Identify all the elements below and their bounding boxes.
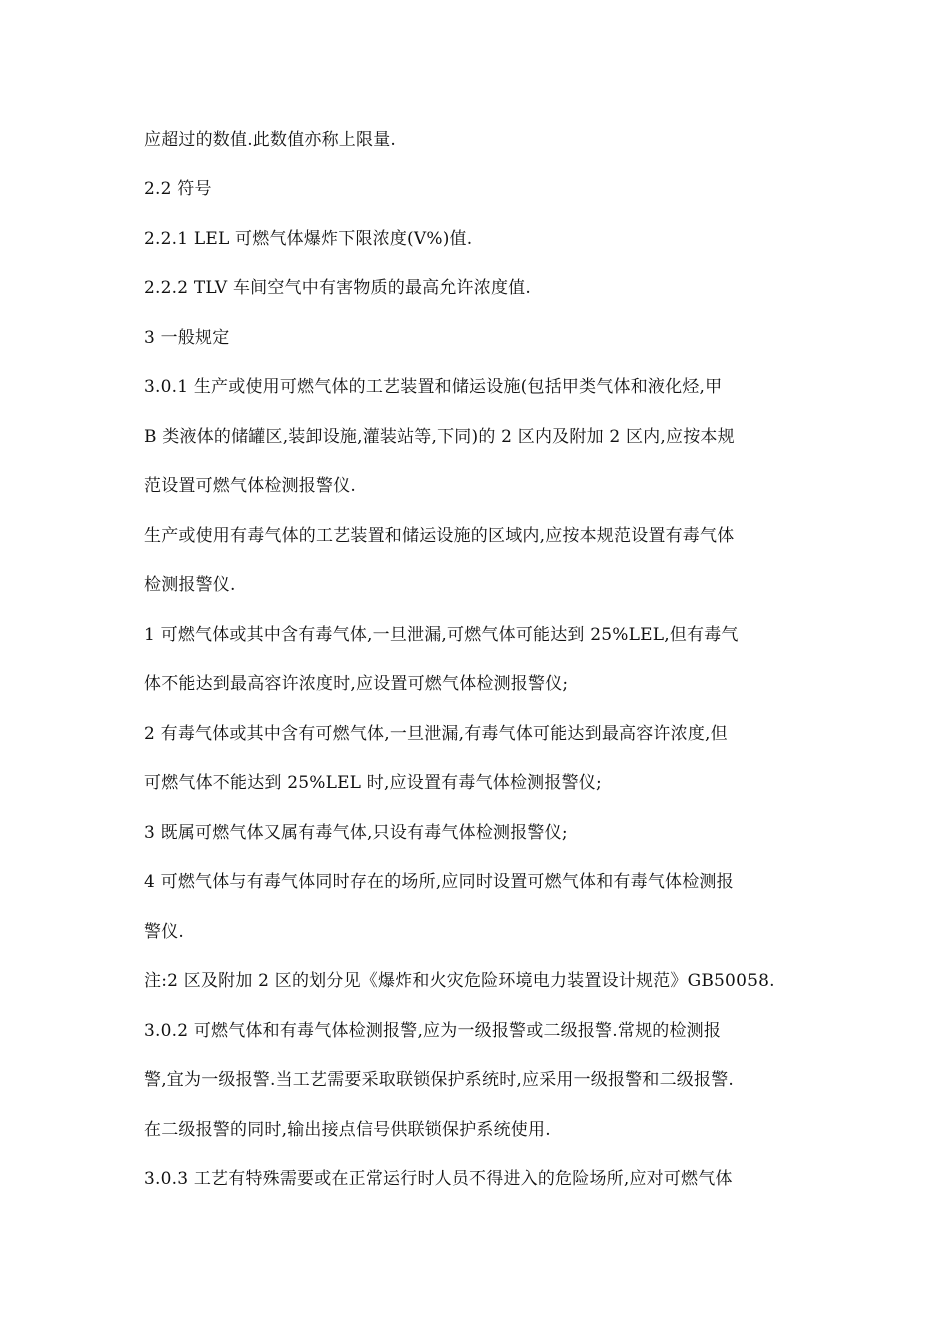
list-item-2-cont: 可燃气体不能达到 25%LEL 时,应设置有毒气体检测报警仪; bbox=[144, 773, 602, 793]
text-line-3-0-3: 3.0.3 工艺有特殊需要或在正常运行时人员不得进入的危险场所,应对可燃气体 bbox=[144, 1169, 733, 1189]
text-line-3-0-1-cont-1: B 类液体的储罐区,装卸设施,灌装站等,下同)的 2 区内及附加 2 区内,应按本规 bbox=[144, 427, 735, 447]
list-item-4-cont: 警仪. bbox=[144, 922, 185, 942]
text-line-3-0-1-cont-2: 范设置可燃气体检测报警仪. bbox=[144, 476, 357, 496]
text-line-lel: 2.2.1 LEL 可燃气体爆炸下限浓度(V%)值. bbox=[144, 229, 473, 249]
section-heading-3: 3 一般规定 bbox=[144, 328, 230, 348]
list-item-3: 3 既属可燃气体又属有毒气体,只设有毒气体检测报警仪; bbox=[144, 823, 568, 843]
list-item-2: 2 有毒气体或其中含有可燃气体,一旦泄漏,有毒气体可能达到最高容许浓度,但 bbox=[144, 724, 728, 744]
list-item-1: 1 可燃气体或其中含有毒气体,一旦泄漏,可燃气体可能达到 25%LEL,但有毒气 bbox=[144, 625, 739, 645]
text-line-1: 应超过的数值.此数值亦称上限量. bbox=[144, 130, 397, 150]
list-item-4: 4 可燃气体与有毒气体同时存在的场所,应同时设置可燃气体和有毒气体检测报 bbox=[144, 872, 734, 892]
text-line-3-0-2-cont-2: 在二级报警的同时,输出接点信号供联锁保护系统使用. bbox=[144, 1120, 551, 1140]
section-heading-2-2: 2.2 符号 bbox=[144, 179, 212, 199]
text-line-3-0-2: 3.0.2 可燃气体和有毒气体检测报警,应为一级报警或二级报警.常规的检测报 bbox=[144, 1021, 722, 1041]
text-line-toxic-cont: 检测报警仪. bbox=[144, 575, 236, 595]
list-item-1-cont: 体不能达到最高容许浓度时,应设置可燃气体检测报警仪; bbox=[144, 674, 569, 694]
note-line: 注:2 区及附加 2 区的划分见《爆炸和火灾危险环境电力装置设计规范》GB50058. bbox=[144, 971, 775, 991]
text-line-tlv: 2.2.2 TLV 车间空气中有害物质的最高允许浓度值. bbox=[144, 278, 531, 298]
text-line-3-0-2-cont-1: 警,宜为一级报警.当工艺需要采取联锁保护系统时,应采用一级报警和二级报警. bbox=[144, 1070, 735, 1090]
text-line-3-0-1: 3.0.1 生产或使用可燃气体的工艺装置和储运设施(包括甲类气体和液化烃,甲 bbox=[144, 377, 723, 397]
text-line-toxic: 生产或使用有毒气体的工艺装置和储运设施的区域内,应按本规范设置有毒气体 bbox=[144, 526, 735, 546]
